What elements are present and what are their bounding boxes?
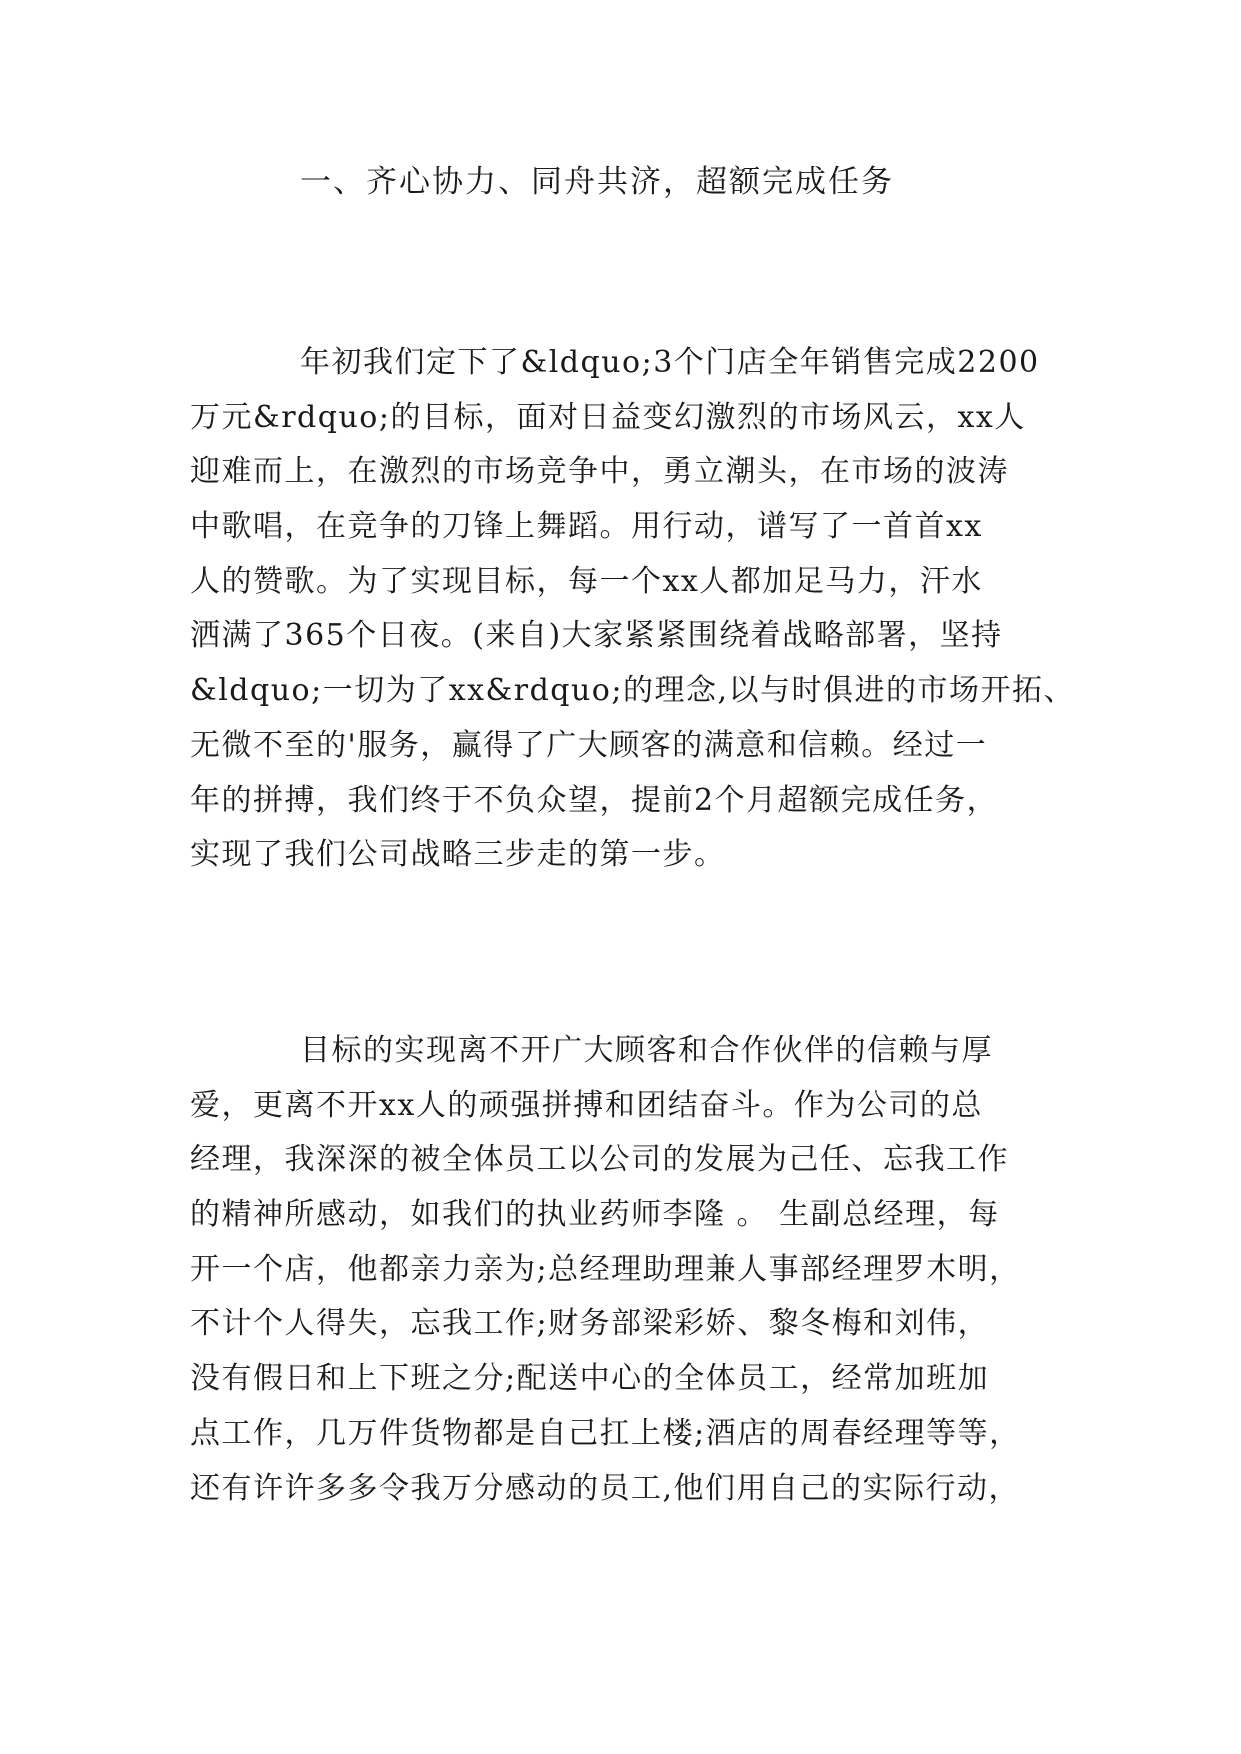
paragraph-2 (190, 1024, 1070, 1516)
text-line: 经理，我深深的被全体员工以公司的发展为己任、忘我工作 (190, 1142, 1009, 1178)
text-line: 点工作，几万件货物都是自己扛上楼;酒店的周春经理等等， (190, 1415, 1021, 1451)
text-line: 实现了我们公司战略三步走的第一步。 (190, 837, 726, 873)
text-line: 年的拼搏，我们终于不负众望，提前2个月超额完成任务， (190, 782, 999, 818)
section-heading: 一、齐心协力、同舟共济，超额完成任务 (300, 164, 894, 200)
text-line: 洒满了365个日夜。(来自)大家紧紧围绕着战略部署，坚持 (190, 618, 1003, 654)
text-line: 目标的实现离不开广大顾客和合作伙伴的信赖与厚 (300, 1033, 993, 1068)
text-line: 不计个人得失，忘我工作;财务部梁彩娇、黎冬梅和刘伟， (190, 1306, 990, 1342)
text-line: 无微不至的'服务，赢得了广大顾客的满意和信赖。经过一 (190, 727, 988, 763)
text-line: 万元&rdquo;的目标，面对日益变幻激烈的市场风云，xx人 (190, 399, 1026, 435)
text-line: 没有假日和上下班之分;配送中心的全体员工，经常加班加 (190, 1361, 990, 1397)
text-line: 开一个店，他都亲力亲为;总经理助理兼人事部经理罗木明， (190, 1251, 1021, 1287)
text-line: 的精神所感动，如我们的执业药师李隆 。 生副总经理，每 (190, 1197, 1000, 1233)
text-line: 中歌唱，在竞争的刀锋上舞蹈。用行动，谱写了一首首xx (190, 509, 983, 545)
text-line: 迎难而上，在激烈的市场竞争中，勇立潮头，在市场的波涛 (190, 454, 1009, 490)
text-line: 年初我们定下了&ldquo;3个门店全年销售完成2200 (300, 345, 1040, 380)
text-line: &ldquo;一切为了xx&rdquo;的理念,以与时俱进的市场开拓、 (190, 673, 1076, 709)
paragraph-1 (190, 336, 1076, 883)
text-line: 爱，更离不开xx人的顽强拼搏和团结奋斗。作为公司的总 (190, 1087, 983, 1123)
text-line: 还有许许多多令我万分感动的员工,他们用自己的实际行动， (190, 1470, 1021, 1506)
text-line: 人的赞歌。为了实现目标，每一个xx人都加足马力，汗水 (190, 563, 983, 599)
